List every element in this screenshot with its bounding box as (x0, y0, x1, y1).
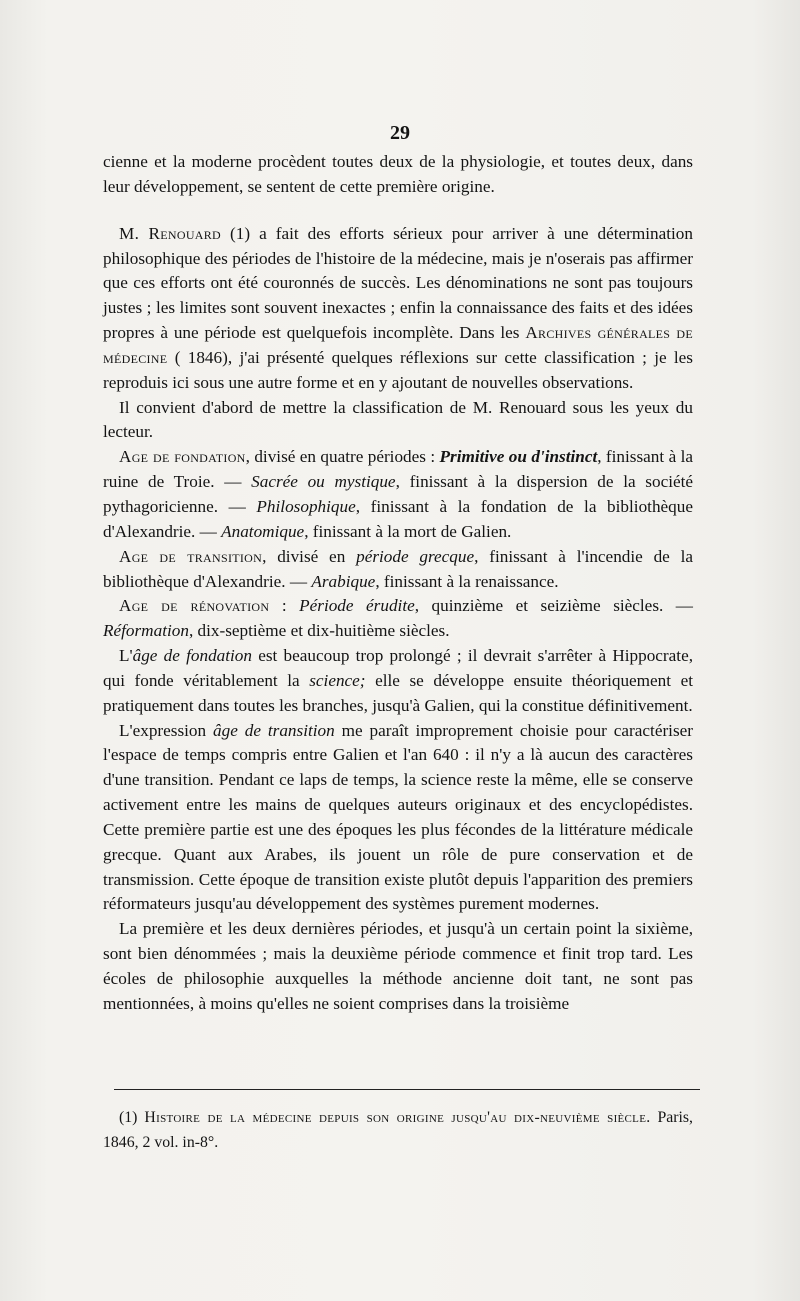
footnote-title: Histoire de la médecine depuis son origine jusqu'au dix-neuvième siècle. (144, 1109, 651, 1126)
paragraph-age-renovation: Age de rénovation : Période érudite, quinzième et seizième siècles. — Réformation, dix-septième et dix-huitième siècles. (103, 596, 693, 641)
age-heading: Age de transition (119, 546, 263, 566)
paragraph-8: L'expression âge de transition me paraît improprement choisie pour caractériser l'espace de temps compris entre Galien et l'an 640 : il n'y a là aucun des caractères d'une transition. Pendant ce laps de temps, la science reste la même, elle se conserve activement entre les mains de quelques auteurs originaux et des encyclopédistes. Cette première partie est une des époques les plus fécondes de la littérature médicale grecque. Quant aux Arabes, ils jouent un rôle de pure conservation et de transmission. Cette époque de transition existe plutôt depuis l'apparition des premiers réformateurs jusqu'au développement des systèmes purement modernes. (103, 720, 693, 914)
paragraph-9: La première et les deux dernières périodes, et jusqu'à un certain point la sixième, sont bien dénommées ; mais la deuxième période commence et finit trop tard. Les écoles de philosophie auxquelles la méthode ancienne doit tant, ne sont pas mentionnées, à moins qu'elles ne soient comprises dans la troisième (103, 919, 693, 1013)
journal-title: Archives générales de médecine (103, 323, 694, 367)
paragraph-age-transition: Age de transition, divisé en période grecque, finissant à l'incendie de la bibliothèque d'Alexandrie. — Arabique, finissant à la renaissance. (103, 546, 694, 591)
body-text (103, 150, 693, 1017)
footnote-marker: (1) (119, 1109, 145, 1126)
age-heading: Age de rénovation (119, 596, 270, 616)
author-name: M. Renouard (119, 223, 222, 243)
paragraph-2: M. Renouard (1) a fait des efforts sérieux pour arriver à une détermination philosophique des périodes de l'histoire de la médecine, mais je n'oserais pas affirmer que ces efforts ont été couronnés de succès. Les dénominations ne sont pas toujours justes ; les limites sont souvent inexactes ; enfin la connaissance des faits et des idées propres à une période est quelquefois incomplète. Dans les Archives générales de médecine ( 1846), j'ai présenté quelques réflexions sur cette classification ; je les reproduis ici sous une autre forme et en y ajoutant de nouvelles observations. (103, 223, 694, 392)
paragraph-3: Il convient d'abord de mettre la classification de M. Renouard sous les yeux du lecteur. (103, 397, 693, 442)
footnote: (1) Histoire de la médecine depuis son origine jusqu'au dix-neuvième siècle. Paris, 1846, 2 vol. in-8°. (103, 1109, 694, 1151)
paragraph-7: L'âge de fondation est beaucoup trop prolongé ; il devrait s'arrêter à Hippocrate, qui fonde véritablement la science; elle se développe ensuite théoriquement et pratiquement dans toutes les branches, jusqu'à Galien, qui la constitue définitivement. (103, 646, 693, 715)
paragraph-age-fondation: Age de fondation, divisé en quatre périodes : Primitive ou d'instinct, finissant à la ruine de Troie. — Sacrée ou mystique, finissant à la dispersion de la société pythagoricienne. — Philosophique, finissant à la fondation de la bibliothèque d'Alexandrie. — Anatomique, finissant à la mort de Galien. (103, 447, 694, 541)
page-number: 29 (390, 122, 410, 144)
paragraph-1: cienne et la moderne procèdent toutes deux de la physiologie, et toutes deux, dans leur développement, se sentent de cette première origine. (103, 152, 693, 196)
age-heading: Age de fondation (119, 447, 246, 467)
footnote-rule (114, 1089, 700, 1090)
